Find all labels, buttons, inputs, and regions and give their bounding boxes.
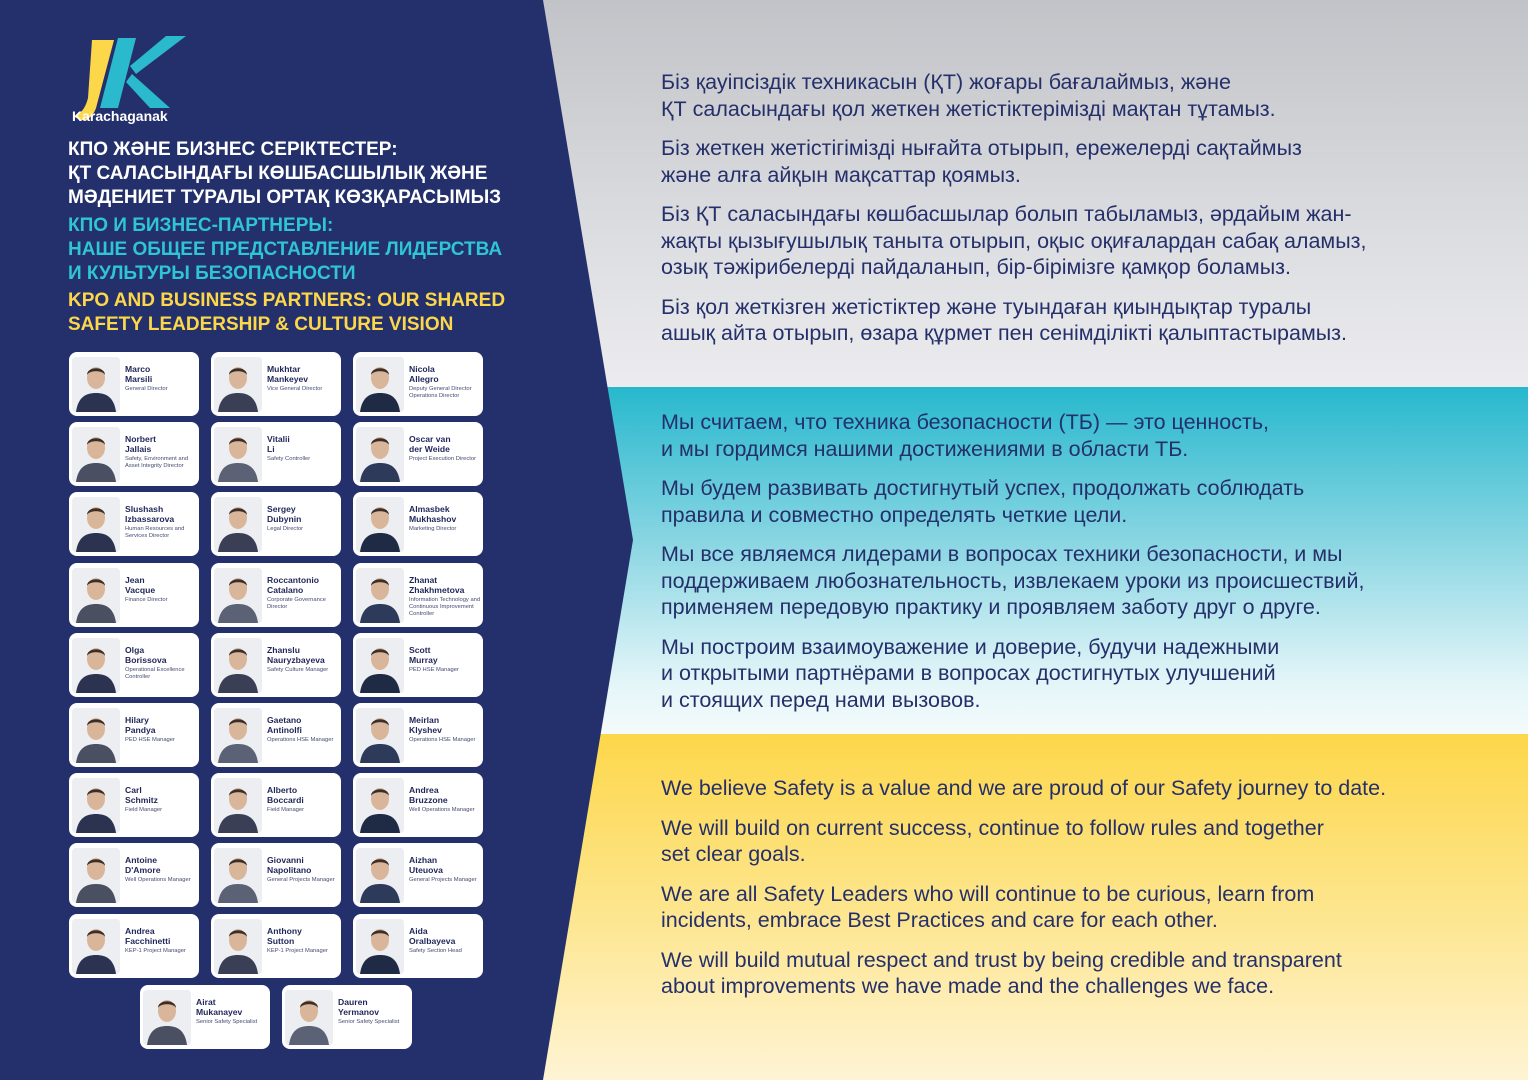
statement-kz-3: Біз ҚТ саласындағы көшбасшылар болып табыламыз, әрдайым жан- жақты қызығушылық таныта отырып, оқыс оқиғалардан сабақ аламыз, озық тәжірибелерді пайдаланып, бір-бірімізге қамқор боламыз.	[661, 202, 1367, 279]
person-role: Senior Safety Specialist	[338, 1019, 400, 1025]
person-photo	[214, 427, 262, 482]
statement-kz-2: Біз жеткен жетістігімізді нығайта отырып, ережелерді сақтаймыз және алға айқын мақсаттар қоямыз.	[661, 136, 1302, 187]
person-card	[211, 563, 341, 627]
person-photo	[72, 848, 120, 903]
person-card	[69, 773, 199, 837]
person-name: Oscar van der Weide	[409, 434, 451, 454]
person-photo	[356, 568, 404, 623]
statement-kz-4: Біз қол жеткізген жетістіктер және туындаған қиындықтар туралы ашық айта отырып, өзара құрмет пен сенімділікті қалыптастырамыз.	[661, 294, 1348, 345]
person-photo	[356, 778, 404, 833]
person-card	[69, 843, 199, 907]
person-name: Norbert Jallais	[125, 434, 157, 454]
person-card	[69, 914, 199, 978]
person-role: Human Resources and Services Director	[125, 526, 185, 539]
person-photo	[72, 919, 120, 974]
statement-en-3: We are all Safety Leaders who will continue to be curious, learn from incidents, embrace Best Practices and care for each other.	[661, 881, 1315, 932]
person-name: Alberto Boccardi	[267, 785, 304, 805]
person-role: Safety, Environment and Asset Integrity Director	[125, 456, 189, 469]
person-photo	[214, 778, 262, 833]
person-role: Operational Excellence Controller	[125, 667, 185, 680]
person-card	[211, 492, 341, 556]
person-role: PED HSE Manager	[409, 667, 459, 673]
person-photo	[356, 427, 404, 482]
person-role: Vice General Director	[267, 386, 323, 392]
person-role: Safety Section Head	[409, 948, 462, 954]
statement-en-2: We will build on current success, continue to follow rules and together set clear goals.	[661, 815, 1324, 866]
person-card	[353, 773, 483, 837]
person-name: Antoine D'Amore	[125, 855, 161, 875]
person-name: Nicola Allegro	[409, 364, 439, 384]
person-name: Meirlan Klyshev	[409, 715, 442, 735]
person-card	[69, 703, 199, 767]
logo-wordmark: Karachaganak	[72, 108, 168, 124]
person-card	[211, 703, 341, 767]
person-photo	[214, 708, 262, 763]
person-photo	[356, 848, 404, 903]
person-name: Mukhtar Mankeyev	[267, 364, 309, 384]
person-role: Marketing Director	[409, 526, 457, 532]
person-name: Zhanslu Nauryzbayeva	[267, 645, 325, 665]
person-card	[140, 985, 270, 1049]
person-role: Deputy General Director Operations Director	[409, 386, 472, 399]
person-card	[211, 352, 341, 416]
person-name: Hilary Pandya	[125, 715, 156, 735]
person-photo	[72, 778, 120, 833]
statement-en-1: We believe Safety is a value and we are proud of our Safety journey to date.	[661, 776, 1387, 800]
person-photo	[214, 919, 262, 974]
person-photo	[72, 497, 120, 552]
title-kazakh: КПО ЖӘНЕ БИЗНЕС СЕРІКТЕСТЕР: ҚТ САЛАСЫНДАҒЫ КӨШБАСШЫЛЫҚ ЖӘНЕ МӘДЕНИЕТ ТУРАЛЫ ОРТАҚ КӨЗҚАРАСЫМЫЗ	[68, 139, 502, 208]
statement-en-4: We will build mutual respect and trust by being credible and transparent about improvements we have made and the challenges we face.	[661, 947, 1342, 998]
person-role: Operations HSE Manager	[267, 737, 334, 743]
statement-kz-1: Біз қауіпсіздік техникасын (ҚТ) жоғары бағалаймыз, және ҚТ саласындағы қол жеткен жетістіктерімізді мақтан тұтамыз.	[661, 70, 1276, 121]
person-card	[353, 914, 483, 978]
person-card	[69, 492, 199, 556]
person-photo	[143, 990, 191, 1045]
person-photo	[285, 990, 333, 1045]
person-photo	[356, 708, 404, 763]
person-role: Field Manager	[125, 807, 163, 813]
person-card	[353, 703, 483, 767]
person-role: KEP-1 Project Manager	[267, 948, 328, 954]
person-name: Marco Marsili	[125, 364, 153, 384]
statements-kazakh	[661, 69, 1501, 360]
person-photo	[214, 848, 262, 903]
person-name: Sergey Dubynin	[267, 504, 302, 524]
person-name: Vitalii Li	[267, 434, 290, 454]
person-card	[353, 633, 483, 697]
person-name: Scott Murray	[409, 645, 438, 665]
person-photo	[72, 357, 120, 412]
person-card	[353, 352, 483, 416]
person-card	[69, 352, 199, 416]
person-role: Well Operations Manager	[125, 877, 191, 883]
person-card	[282, 985, 412, 1049]
person-name: Jean Vacque	[125, 575, 156, 595]
person-role: General Projects Manager	[409, 877, 477, 883]
person-role: Well Operations Manager	[409, 807, 475, 813]
person-name: Anthony Sutton	[267, 926, 302, 946]
person-role: Operations HSE Manager	[409, 737, 476, 743]
person-role: General Director	[125, 386, 168, 392]
person-role: Field Manager	[267, 807, 305, 813]
person-photo	[72, 568, 120, 623]
person-photo	[356, 919, 404, 974]
person-photo	[72, 708, 120, 763]
person-name: Andrea Bruzzone	[409, 785, 448, 805]
person-role: General Projects Manager	[267, 877, 335, 883]
person-photo	[214, 638, 262, 693]
person-role: Information Technology and Continuous Improvement Controller	[409, 597, 481, 617]
title-english: KPO AND BUSINESS PARTNERS: OUR SHARED SAFETY LEADERSHIP & CULTURE VISION	[68, 290, 506, 335]
person-name: Airat Mukanayev	[196, 997, 243, 1017]
statements-russian	[661, 409, 1501, 726]
person-card	[353, 492, 483, 556]
person-card	[69, 563, 199, 627]
person-name: Almasbek Mukhashov	[409, 504, 457, 524]
title-russian: КПО И БИЗНЕС-ПАРТНЕРЫ: НАШЕ ОБЩЕЕ ПРЕДСТАВЛЕНИЕ ЛИДЕРСТВА И КУЛЬТУРЫ БЕЗОПАСНОСТИ	[68, 215, 503, 284]
person-photo	[72, 427, 120, 482]
person-role: Finance Director	[125, 597, 168, 603]
person-name: Giovanni Napolitano	[267, 855, 312, 875]
person-photo	[356, 638, 404, 693]
statement-ru-3: Мы все являемся лидерами в вопросах техники безопасности, и мы поддерживаем любознательность, извлекаем уроки из происшествий, применяем передовую практику и проявляем заботу друг о друге.	[661, 542, 1365, 619]
statement-ru-1: Мы считаем, что техника безопасности (ТБ) — это ценность, и мы гордимся нашими достижениями в области ТБ.	[661, 410, 1270, 461]
person-card	[211, 914, 341, 978]
person-photo	[356, 497, 404, 552]
statement-ru-4: Мы построим взаимоуважение и доверие, будучи надежными и открытыми партнёрами в вопросах достигнутых улучшений и стоящих перед нами вызовов.	[661, 634, 1280, 712]
person-name: Gaetano Antinolfi	[267, 715, 302, 735]
person-photo	[214, 357, 262, 412]
person-role: Legal Director	[267, 526, 304, 532]
person-role: PED HSE Manager	[125, 737, 175, 743]
person-card	[69, 633, 199, 697]
person-photo	[72, 638, 120, 693]
person-role: Senior Safety Specialist	[196, 1019, 258, 1025]
person-name: Roccantonio Catalano	[267, 575, 320, 595]
person-name: Olga Borissova	[125, 645, 167, 665]
statement-ru-2: Мы будем развивать достигнутый успех, продолжать соблюдать правила и совместно определять четкие цели.	[661, 476, 1305, 527]
person-card	[353, 843, 483, 907]
person-name: Aizhan Uteuova	[409, 855, 443, 875]
person-role: Safety Culture Manager	[267, 667, 329, 673]
person-card	[69, 422, 199, 486]
person-card	[211, 422, 341, 486]
person-card	[211, 633, 341, 697]
person-photo	[214, 568, 262, 623]
person-card	[211, 773, 341, 837]
statements-english	[661, 775, 1501, 1013]
person-card	[353, 422, 483, 486]
person-photo	[356, 357, 404, 412]
person-role: Project Execution Director	[409, 456, 477, 462]
person-name: Zhanat Zhakhmetova	[409, 575, 465, 595]
person-role: Corporate Governance Director	[267, 597, 326, 610]
person-role: KEP-1 Project Manager	[125, 948, 186, 954]
person-photo	[214, 497, 262, 552]
person-name: Andrea Facchinetti	[125, 926, 171, 946]
person-name: Slushash Izbassarova	[125, 504, 175, 524]
person-name: Aida Oralbayeva	[409, 926, 456, 946]
person-role: Safety Controller	[267, 456, 311, 462]
person-card	[211, 843, 341, 907]
person-name: Carl Schmitz	[125, 785, 158, 805]
person-name: Dauren Yermanov	[338, 997, 380, 1017]
person-card	[353, 563, 483, 627]
